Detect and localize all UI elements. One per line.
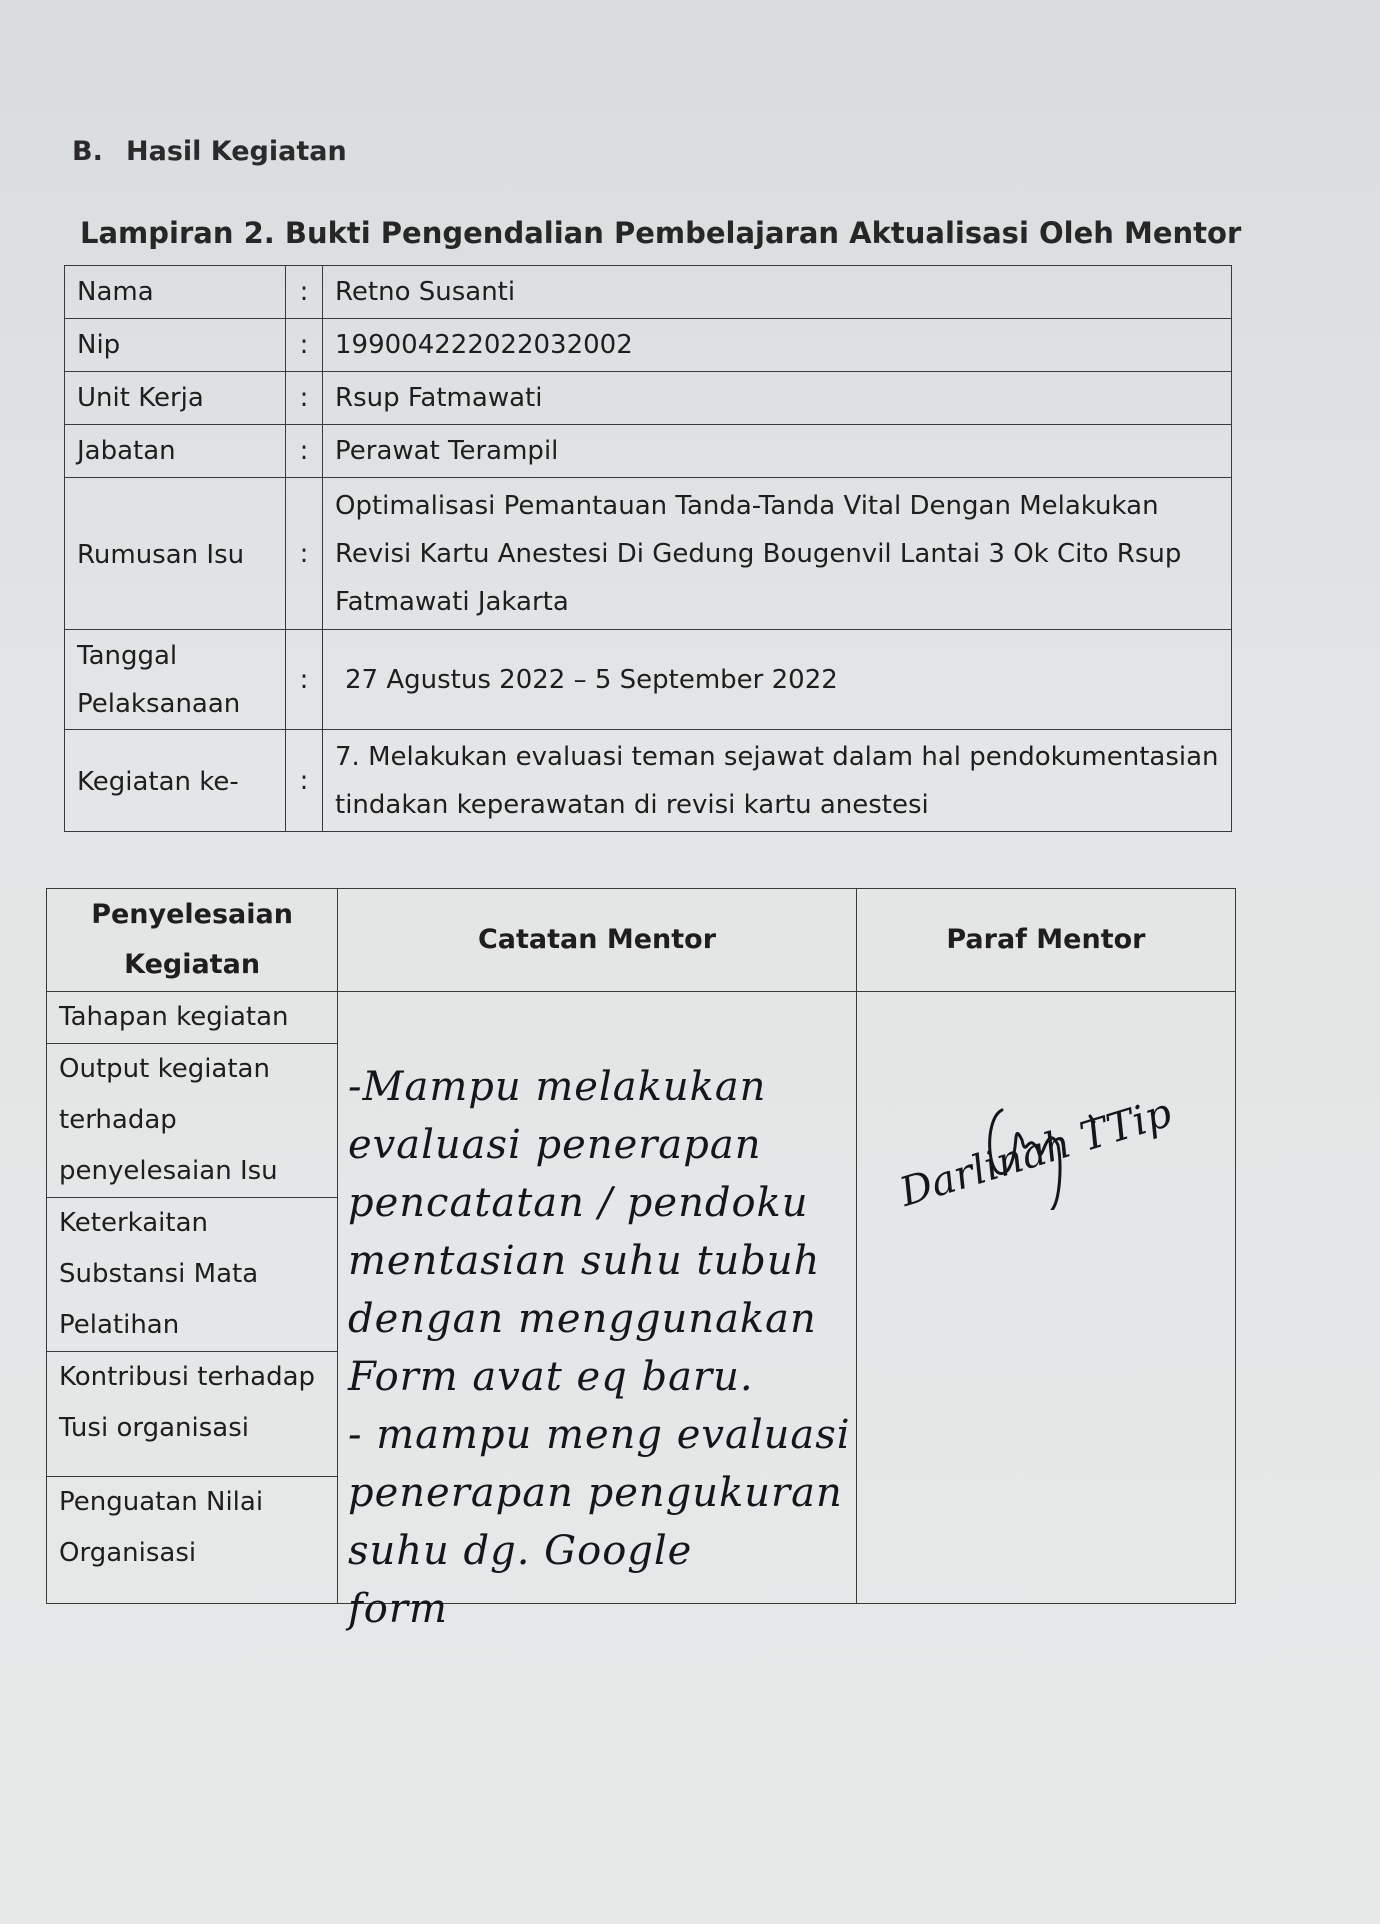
document-title: Lampiran 2. Bukti Pengendalian Pembelajaran Aktualisasi Oleh Mentor — [80, 216, 1242, 250]
mentor-row — [47, 992, 1236, 1044]
row-tanggal-pelaksanaan — [65, 630, 1232, 730]
item-output-kegiatan: Output kegiatan terhadap penyelesaian Isu — [47, 1044, 338, 1198]
paraf-mentor-cell — [856, 992, 1235, 1604]
header-catatan-mentor: Catatan Mentor — [338, 889, 857, 992]
value-rumusan-isu: Optimalisasi Pemantauan Tanda-Tanda Vital Dengan Melakukan Revisi Kartu Anestesi Di Gedung Bougenvil Lantai 3 Ok Cito Rsup Fatmawati Jakarta — [323, 478, 1232, 630]
colon: : — [286, 730, 323, 832]
value-nip: 199004222022032002 — [323, 319, 1232, 372]
colon: : — [286, 425, 323, 478]
row-unit-kerja — [65, 372, 1232, 425]
item-keterkaitan-substansi: Keterkaitan Substansi Mata Pelatihan — [47, 1198, 338, 1352]
row-nip — [65, 319, 1232, 372]
header-penyelesaian-kegiatan: Penyelesaian Kegiatan — [47, 889, 338, 992]
label-jabatan: Jabatan — [65, 425, 286, 478]
note-line: pencatatan / pendoku — [348, 1180, 809, 1226]
colon: : — [286, 478, 323, 630]
note-line: - mampu meng evaluasi — [348, 1412, 851, 1458]
section-title: Hasil Kegiatan — [126, 136, 347, 167]
handwritten-mentor-note — [348, 1058, 851, 1638]
mentor-header-row — [47, 889, 1236, 992]
header-paraf-mentor: Paraf Mentor — [856, 889, 1235, 992]
item-penguatan-nilai: Penguatan Nilai Organisasi — [47, 1477, 338, 1604]
colon: : — [286, 630, 323, 730]
value-nama: Retno Susanti — [323, 266, 1232, 319]
item-tahapan-kegiatan: Tahapan kegiatan — [47, 992, 338, 1044]
identity-table — [64, 265, 1232, 832]
label-nip: Nip — [65, 319, 286, 372]
section-letter: B. — [72, 136, 103, 167]
colon: : — [286, 372, 323, 425]
note-line: mentasian suhu tubuh — [348, 1238, 821, 1284]
value-unit-kerja: Rsup Fatmawati — [323, 372, 1232, 425]
note-line: -Mampu melakukan — [348, 1064, 767, 1110]
colon: : — [286, 319, 323, 372]
item-kontribusi-tusi: Kontribusi terhadap Tusi organisasi — [47, 1352, 338, 1477]
note-line: suhu dg. Google — [348, 1528, 693, 1574]
note-line: form — [348, 1586, 448, 1632]
label-nama: Nama — [65, 266, 286, 319]
label-rumusan-isu: Rumusan Isu — [65, 478, 286, 630]
note-line: penerapan pengukuran — [348, 1470, 843, 1516]
note-line: dengan menggunakan — [348, 1296, 817, 1342]
section-heading — [72, 136, 347, 167]
signature-name: Darlinah TTip — [894, 1089, 1177, 1216]
note-line: evaluasi penerapan — [348, 1122, 762, 1168]
colon: : — [286, 266, 323, 319]
label-unit-kerja: Unit Kerja — [65, 372, 286, 425]
label-tanggal-pelaksanaan: Tanggal Pelaksanaan — [65, 630, 286, 730]
row-jabatan — [65, 425, 1232, 478]
value-tanggal-pelaksanaan: 27 Agustus 2022 – 5 September 2022 — [323, 630, 1232, 730]
value-jabatan: Perawat Terampil — [323, 425, 1232, 478]
row-rumusan-isu — [65, 478, 1232, 630]
note-line: Form avat eq baru. — [348, 1354, 754, 1400]
row-nama — [65, 266, 1232, 319]
value-kegiatan-ke: 7. Melakukan evaluasi teman sejawat dalam hal pendokumentasian tindakan keperawatan di revisi kartu anestesi — [323, 730, 1232, 832]
row-kegiatan-ke — [65, 730, 1232, 832]
label-kegiatan-ke: Kegiatan ke- — [65, 730, 286, 832]
